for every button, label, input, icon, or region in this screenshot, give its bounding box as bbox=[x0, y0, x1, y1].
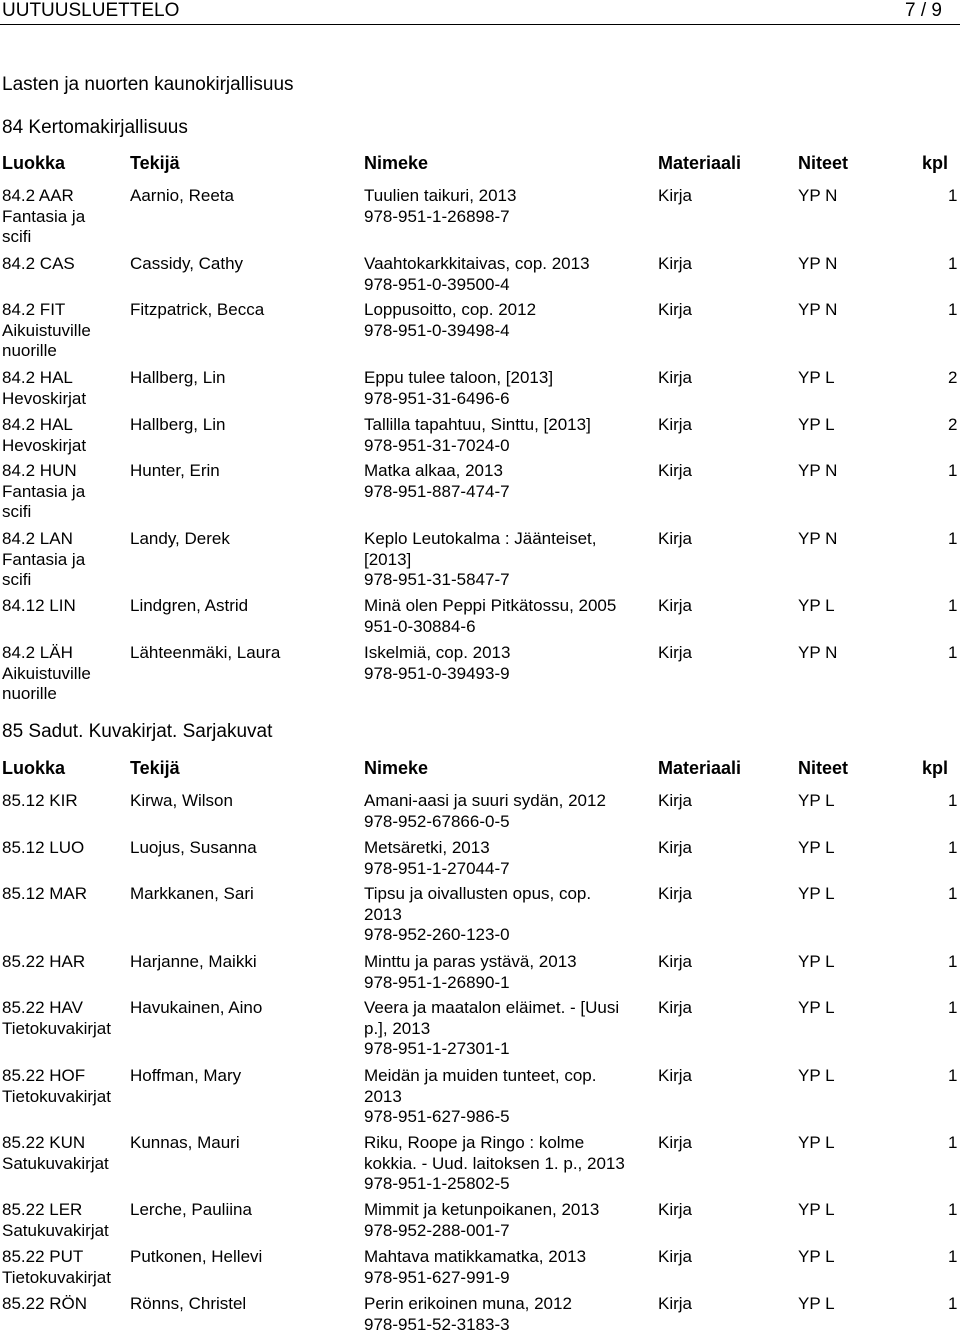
luokka-line: 85.22 RÖN bbox=[2, 1294, 126, 1315]
niteet-cell: YP L bbox=[798, 791, 878, 812]
luokka-line: Tietokuvakirjat bbox=[2, 1087, 126, 1108]
tekija-line: Kirwa, Wilson bbox=[130, 791, 355, 812]
nimeke-line: kokkia. - Uud. laitoksen 1. p., 2013 bbox=[364, 1154, 649, 1175]
nimeke-cell bbox=[364, 529, 649, 591]
tekija-cell bbox=[130, 1247, 355, 1268]
luokka-line: 85.22 LER bbox=[2, 1200, 126, 1221]
nimeke-line: 978-951-31-6496-6 bbox=[364, 389, 649, 410]
luokka-line: 85.22 HOF bbox=[2, 1066, 126, 1087]
nimeke-line: 2013 bbox=[364, 905, 649, 926]
tekija-line: Kunnas, Mauri bbox=[130, 1133, 355, 1154]
document-title: UUTUUSLUETTELO bbox=[2, 0, 179, 22]
nimeke-cell bbox=[364, 952, 649, 993]
nimeke-cell bbox=[364, 1133, 649, 1195]
niteet-cell: YP N bbox=[798, 300, 878, 321]
nimeke-cell bbox=[364, 368, 649, 409]
nimeke-line: Loppusoitto, cop. 2012 bbox=[364, 300, 649, 321]
nimeke-cell bbox=[364, 1066, 649, 1128]
materiaali-cell: Kirja bbox=[658, 368, 778, 389]
tekija-cell bbox=[130, 643, 355, 664]
luokka-cell bbox=[2, 884, 126, 905]
luokka-line: 84.12 LIN bbox=[2, 596, 126, 617]
tekija-cell bbox=[130, 368, 355, 389]
nimeke-line: 978-951-1-27301-1 bbox=[364, 1039, 649, 1060]
header-divider bbox=[0, 24, 960, 25]
luokka-line: 84.2 HAL bbox=[2, 415, 126, 436]
luokka-line: Satukuvakirjat bbox=[2, 1221, 126, 1242]
tekija-cell bbox=[130, 254, 355, 275]
materiaali-cell: Kirja bbox=[658, 1200, 778, 1221]
nimeke-line: Keplo Leutokalma : Jäänteiset, bbox=[364, 529, 649, 550]
nimeke-line: 978-951-627-991-9 bbox=[364, 1268, 649, 1289]
nimeke-cell bbox=[364, 1294, 649, 1335]
kpl-cell: 1 bbox=[948, 1294, 960, 1315]
luokka-line: scifi bbox=[2, 227, 126, 248]
col-kpl: kpl bbox=[922, 152, 948, 174]
page-header bbox=[0, 0, 960, 24]
tekija-line: Fitzpatrick, Becca bbox=[130, 300, 355, 321]
nimeke-line: 978-951-887-474-7 bbox=[364, 482, 649, 503]
luokka-line: 85.22 HAV bbox=[2, 998, 126, 1019]
kpl-cell: 1 bbox=[948, 998, 960, 1019]
nimeke-line: Minä olen Peppi Pitkätossu, 2005 bbox=[364, 596, 649, 617]
nimeke-line: 2013 bbox=[364, 1087, 649, 1108]
nimeke-line: 978-952-260-123-0 bbox=[364, 925, 649, 946]
luokka-line: Tietokuvakirjat bbox=[2, 1019, 126, 1040]
luokka-line: scifi bbox=[2, 570, 126, 591]
tekija-line: Cassidy, Cathy bbox=[130, 254, 355, 275]
nimeke-line: Vaahtokarkkitaivas, cop. 2013 bbox=[364, 254, 649, 275]
tekija-line: Hallberg, Lin bbox=[130, 368, 355, 389]
nimeke-line: Tallilla tapahtuu, Sinttu, [2013] bbox=[364, 415, 649, 436]
niteet-cell: YP L bbox=[798, 884, 878, 905]
materiaali-cell: Kirja bbox=[658, 300, 778, 321]
nimeke-line: 978-951-1-26890-1 bbox=[364, 973, 649, 994]
luokka-line: 85.12 MAR bbox=[2, 884, 126, 905]
col-kpl: kpl bbox=[922, 757, 948, 779]
kpl-cell: 2 bbox=[948, 415, 960, 436]
luokka-cell bbox=[2, 1200, 126, 1241]
niteet-cell: YP N bbox=[798, 186, 878, 207]
nimeke-line: Eppu tulee taloon, [2013] bbox=[364, 368, 649, 389]
luokka-line: 84.2 HUN bbox=[2, 461, 126, 482]
col-materiaali: Materiaali bbox=[658, 152, 741, 174]
luokka-line: 84.2 LAN bbox=[2, 529, 126, 550]
column-header-row bbox=[0, 757, 960, 779]
luokka-line: Hevoskirjat bbox=[2, 436, 126, 457]
niteet-cell: YP N bbox=[798, 461, 878, 482]
materiaali-cell: Kirja bbox=[658, 596, 778, 617]
nimeke-line: 978-951-1-26898-7 bbox=[364, 207, 649, 228]
tekija-line: Hunter, Erin bbox=[130, 461, 355, 482]
tekija-line: Havukainen, Aino bbox=[130, 998, 355, 1019]
tekija-cell bbox=[130, 1133, 355, 1154]
tekija-cell bbox=[130, 1200, 355, 1221]
kpl-cell: 1 bbox=[948, 838, 960, 859]
kpl-cell: 1 bbox=[948, 1247, 960, 1268]
luokka-cell bbox=[2, 1294, 126, 1315]
nimeke-line: 978-951-0-39498-4 bbox=[364, 321, 649, 342]
nimeke-line: p.], 2013 bbox=[364, 1019, 649, 1040]
niteet-cell: YP L bbox=[798, 1247, 878, 1268]
kpl-cell: 1 bbox=[948, 1066, 960, 1087]
kpl-cell: 1 bbox=[948, 884, 960, 905]
kpl-cell: 1 bbox=[948, 461, 960, 482]
niteet-cell: YP L bbox=[798, 368, 878, 389]
materiaali-cell: Kirja bbox=[658, 186, 778, 207]
nimeke-line: 978-951-1-25802-5 bbox=[364, 1174, 649, 1195]
tekija-cell bbox=[130, 186, 355, 207]
nimeke-cell bbox=[364, 884, 649, 946]
tekija-line: Hallberg, Lin bbox=[130, 415, 355, 436]
tekija-line: Landy, Derek bbox=[130, 529, 355, 550]
col-tekija: Tekijä bbox=[130, 152, 180, 174]
nimeke-line: Iskelmiä, cop. 2013 bbox=[364, 643, 649, 664]
nimeke-cell bbox=[364, 791, 649, 832]
niteet-cell: YP L bbox=[798, 838, 878, 859]
materiaali-cell: Kirja bbox=[658, 952, 778, 973]
nimeke-line: Tipsu ja oivallusten opus, cop. bbox=[364, 884, 649, 905]
luokka-line: 85.12 KIR bbox=[2, 791, 126, 812]
niteet-cell: YP L bbox=[798, 1066, 878, 1087]
luokka-line: Aikuistuville bbox=[2, 321, 126, 342]
tekija-cell bbox=[130, 1066, 355, 1087]
nimeke-line: Perin erikoinen muna, 2012 bbox=[364, 1294, 649, 1315]
col-luokka: Luokka bbox=[2, 757, 65, 779]
luokka-cell bbox=[2, 529, 126, 591]
luokka-cell bbox=[2, 415, 126, 456]
luokka-line: Satukuvakirjat bbox=[2, 1154, 126, 1175]
niteet-cell: YP N bbox=[798, 254, 878, 275]
nimeke-line: 978-952-67866-0-5 bbox=[364, 812, 649, 833]
niteet-cell: YP N bbox=[798, 529, 878, 550]
col-tekija: Tekijä bbox=[130, 757, 180, 779]
nimeke-line: 978-952-288-001-7 bbox=[364, 1221, 649, 1242]
luokka-line: 84.2 FIT bbox=[2, 300, 126, 321]
kpl-cell: 1 bbox=[948, 1133, 960, 1154]
materiaali-cell: Kirja bbox=[658, 1066, 778, 1087]
kpl-cell: 1 bbox=[948, 791, 960, 812]
tekija-line: Lindgren, Astrid bbox=[130, 596, 355, 617]
luokka-cell bbox=[2, 596, 126, 617]
col-niteet: Niteet bbox=[798, 757, 848, 779]
tekija-line: Hoffman, Mary bbox=[130, 1066, 355, 1087]
materiaali-cell: Kirja bbox=[658, 791, 778, 812]
luokka-cell bbox=[2, 1247, 126, 1288]
luokka-cell bbox=[2, 300, 126, 362]
tekija-line: Luojus, Susanna bbox=[130, 838, 355, 859]
luokka-line: scifi bbox=[2, 502, 126, 523]
nimeke-line: 978-951-52-3183-3 bbox=[364, 1315, 649, 1335]
luokka-line: Tietokuvakirjat bbox=[2, 1268, 126, 1289]
kpl-cell: 1 bbox=[948, 643, 960, 664]
column-header-row bbox=[0, 152, 960, 174]
luokka-line: 84.2 AAR bbox=[2, 186, 126, 207]
luokka-line: 84.2 LÄH bbox=[2, 643, 126, 664]
kpl-cell: 1 bbox=[948, 952, 960, 973]
nimeke-cell bbox=[364, 1247, 649, 1288]
nimeke-cell bbox=[364, 1200, 649, 1241]
page-number: 7 / 9 bbox=[905, 0, 942, 22]
niteet-cell: YP L bbox=[798, 1133, 878, 1154]
tekija-line: Aarnio, Reeta bbox=[130, 186, 355, 207]
luokka-cell bbox=[2, 998, 126, 1039]
tekija-line: Lerche, Pauliina bbox=[130, 1200, 355, 1221]
col-luokka: Luokka bbox=[2, 152, 65, 174]
luokka-cell bbox=[2, 461, 126, 523]
nimeke-line: Matka alkaa, 2013 bbox=[364, 461, 649, 482]
col-nimeke: Nimeke bbox=[364, 152, 428, 174]
tekija-cell bbox=[130, 838, 355, 859]
luokka-line: nuorille bbox=[2, 341, 126, 362]
niteet-cell: YP L bbox=[798, 415, 878, 436]
nimeke-line: Minttu ja paras ystävä, 2013 bbox=[364, 952, 649, 973]
nimeke-cell bbox=[364, 643, 649, 684]
nimeke-line: Meidän ja muiden tunteet, cop. bbox=[364, 1066, 649, 1087]
tekija-cell bbox=[130, 529, 355, 550]
tekija-cell bbox=[130, 998, 355, 1019]
materiaali-cell: Kirja bbox=[658, 1294, 778, 1315]
tekija-line: Harjanne, Maikki bbox=[130, 952, 355, 973]
luokka-line: Hevoskirjat bbox=[2, 389, 126, 410]
materiaali-cell: Kirja bbox=[658, 461, 778, 482]
section-heading-84: 84 Kertomakirjallisuus bbox=[2, 117, 188, 139]
luokka-line: 84.2 HAL bbox=[2, 368, 126, 389]
nimeke-line: 978-951-31-7024-0 bbox=[364, 436, 649, 457]
luokka-cell bbox=[2, 952, 126, 973]
kpl-cell: 2 bbox=[948, 368, 960, 389]
materiaali-cell: Kirja bbox=[658, 254, 778, 275]
tekija-cell bbox=[130, 952, 355, 973]
luokka-cell bbox=[2, 1133, 126, 1174]
col-niteet: Niteet bbox=[798, 152, 848, 174]
nimeke-line: Veera ja maatalon eläimet. - [Uusi bbox=[364, 998, 649, 1019]
tekija-cell bbox=[130, 300, 355, 321]
nimeke-line: Metsäretki, 2013 bbox=[364, 838, 649, 859]
nimeke-cell bbox=[364, 998, 649, 1060]
luokka-line: 85.12 LUO bbox=[2, 838, 126, 859]
materiaali-cell: Kirja bbox=[658, 415, 778, 436]
luokka-cell bbox=[2, 186, 126, 248]
nimeke-line: 978-951-627-986-5 bbox=[364, 1107, 649, 1128]
niteet-cell: YP L bbox=[798, 1200, 878, 1221]
section-heading-85: 85 Sadut. Kuvakirjat. Sarjakuvat bbox=[2, 721, 272, 743]
luokka-cell bbox=[2, 838, 126, 859]
nimeke-line: 978-951-1-27044-7 bbox=[364, 859, 649, 880]
nimeke-cell bbox=[364, 300, 649, 341]
luokka-line: nuorille bbox=[2, 684, 126, 705]
tekija-line: Lähteenmäki, Laura bbox=[130, 643, 355, 664]
tekija-cell bbox=[130, 461, 355, 482]
nimeke-cell bbox=[364, 596, 649, 637]
tekija-cell bbox=[130, 791, 355, 812]
niteet-cell: YP L bbox=[798, 998, 878, 1019]
section-title: Lasten ja nuorten kaunokirjallisuus bbox=[2, 74, 294, 96]
materiaali-cell: Kirja bbox=[658, 838, 778, 859]
luokka-line: 85.22 KUN bbox=[2, 1133, 126, 1154]
nimeke-line: 978-951-0-39493-9 bbox=[364, 664, 649, 685]
luokka-cell bbox=[2, 791, 126, 812]
tekija-line: Putkonen, Hellevi bbox=[130, 1247, 355, 1268]
niteet-cell: YP L bbox=[798, 596, 878, 617]
nimeke-line: Amani-aasi ja suuri sydän, 2012 bbox=[364, 791, 649, 812]
niteet-cell: YP N bbox=[798, 643, 878, 664]
nimeke-line: 978-951-31-5847-7 bbox=[364, 570, 649, 591]
kpl-cell: 1 bbox=[948, 254, 960, 275]
tekija-cell bbox=[130, 1294, 355, 1315]
nimeke-line: 951-0-30884-6 bbox=[364, 617, 649, 638]
nimeke-cell bbox=[364, 254, 649, 295]
nimeke-line: Riku, Roope ja Ringo : kolme bbox=[364, 1133, 649, 1154]
nimeke-line: Tuulien taikuri, 2013 bbox=[364, 186, 649, 207]
luokka-line: Fantasia ja bbox=[2, 482, 126, 503]
niteet-cell: YP L bbox=[798, 952, 878, 973]
luokka-line: 85.22 PUT bbox=[2, 1247, 126, 1268]
tekija-cell bbox=[130, 596, 355, 617]
kpl-cell: 1 bbox=[948, 186, 960, 207]
col-nimeke: Nimeke bbox=[364, 757, 428, 779]
nimeke-line: 978-951-0-39500-4 bbox=[364, 275, 649, 296]
nimeke-cell bbox=[364, 415, 649, 456]
luokka-cell bbox=[2, 254, 126, 275]
materiaali-cell: Kirja bbox=[658, 529, 778, 550]
luokka-line: 84.2 CAS bbox=[2, 254, 126, 275]
nimeke-line: [2013] bbox=[364, 550, 649, 571]
materiaali-cell: Kirja bbox=[658, 1247, 778, 1268]
nimeke-cell bbox=[364, 186, 649, 227]
tekija-cell bbox=[130, 415, 355, 436]
tekija-line: Rönns, Christel bbox=[130, 1294, 355, 1315]
materiaali-cell: Kirja bbox=[658, 643, 778, 664]
nimeke-line: Mahtava matikkamatka, 2013 bbox=[364, 1247, 649, 1268]
niteet-cell: YP L bbox=[798, 1294, 878, 1315]
luokka-cell bbox=[2, 1066, 126, 1107]
nimeke-cell bbox=[364, 461, 649, 502]
tekija-line: Markkanen, Sari bbox=[130, 884, 355, 905]
luokka-cell bbox=[2, 368, 126, 409]
luokka-cell bbox=[2, 643, 126, 705]
luokka-line: Aikuistuville bbox=[2, 664, 126, 685]
nimeke-cell bbox=[364, 838, 649, 879]
kpl-cell: 1 bbox=[948, 596, 960, 617]
luokka-line: Fantasia ja bbox=[2, 207, 126, 228]
materiaali-cell: Kirja bbox=[658, 1133, 778, 1154]
materiaali-cell: Kirja bbox=[658, 998, 778, 1019]
luokka-line: Fantasia ja bbox=[2, 550, 126, 571]
tekija-cell bbox=[130, 884, 355, 905]
materiaali-cell: Kirja bbox=[658, 884, 778, 905]
col-materiaali: Materiaali bbox=[658, 757, 741, 779]
kpl-cell: 1 bbox=[948, 529, 960, 550]
nimeke-line: Mimmit ja ketunpoikanen, 2013 bbox=[364, 1200, 649, 1221]
kpl-cell: 1 bbox=[948, 300, 960, 321]
luokka-line: 85.22 HAR bbox=[2, 952, 126, 973]
kpl-cell: 1 bbox=[948, 1200, 960, 1221]
